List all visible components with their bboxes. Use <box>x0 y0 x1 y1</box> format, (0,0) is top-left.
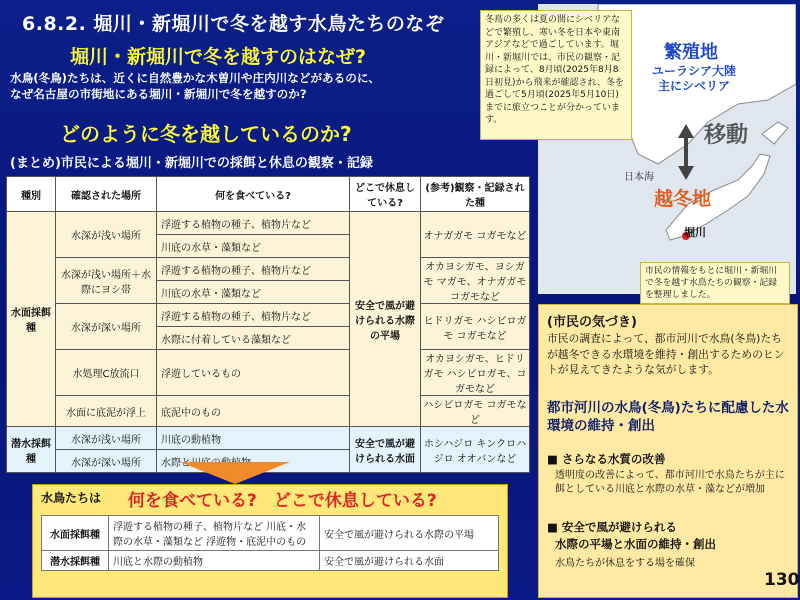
intro-text <box>10 70 480 102</box>
place-cell: 水深が深い場所 <box>56 304 157 350</box>
food-cell: 川底の動植物 <box>157 427 350 450</box>
bullet-safe-area-note: 水鳥たちが休息をする場を確保 <box>555 558 695 569</box>
sea-label: 日本海 <box>624 172 654 183</box>
breeding-sub-line: ユーラシア大陸 <box>652 64 737 78</box>
intro-line: 水鳥(冬鳥)たちは、近くに自然豊かな木曽川や庄内川などがあるのに、 <box>10 71 381 85</box>
page-title: 6.8.2. 堀川・新堀川で冬を越す水鳥たちのなぞ <box>22 13 445 35</box>
type-cell: 水面採餌種 <box>7 212 56 427</box>
table-row <box>7 258 530 281</box>
bullet-safe-area-text: 水際の平場と水面の維持・創出 <box>555 537 716 551</box>
breeding-sub <box>652 64 736 94</box>
rest-cell: 安全で風が避けられる水際の平場 <box>350 212 421 427</box>
species-cell: ハシビロガモ コガモなど <box>421 396 530 427</box>
food-cell: 底泥中のもの <box>157 396 350 427</box>
place-cell: 水面に底泥が浮上 <box>56 396 157 427</box>
food-cell: 浮遊する植物の種子、植物片など <box>157 304 350 327</box>
table-header-cell: (参考)観察・記録された種 <box>421 177 530 212</box>
food-cell: 川底と水際の動植物 <box>109 551 320 571</box>
question-why: 堀川・新堀川で冬を越すのはなぜ? <box>70 46 367 68</box>
table-header-row <box>7 177 530 212</box>
down-arrow-icon <box>180 462 290 484</box>
table-row <box>42 551 499 571</box>
place-cell: 水処理C放流口 <box>56 350 157 396</box>
insight-heading: 都市河川の水鳥(冬鳥)たちに配慮した水環境の維持・創出 <box>547 400 789 434</box>
rest-cell: 安全で風が避けられる水面 <box>350 427 421 473</box>
place-cell: 水深が浅い場所＋水際にヨシ帯 <box>56 258 157 304</box>
breeding-label: 繁殖地 <box>664 42 718 63</box>
food-cell: 水際に付着している藻類など <box>157 327 350 350</box>
citizen-insight-box <box>538 304 798 598</box>
intro-line: なぜ名古屋の市街地にある堀川・新堀川で冬を越すのか? <box>10 87 307 101</box>
species-cell: ホシハジロ キンクロハジロ オオバンなど <box>421 427 530 473</box>
map-note: 冬鳥の多くは夏の間にシベリアなどで繁殖し、寒い冬を日本や東南アジアなどで過ごしています。堀川・新堀川では、市民の観察・記録によって、8月頃(2025年8月8日初見)から飛来が確認され、冬を過ごして5月頃(2025年5月10日)までに旅立つことが分かっています。 <box>480 10 632 140</box>
table-header-cell: 確認された場所 <box>56 177 157 212</box>
type-cell: 潜水採餌種 <box>7 427 56 473</box>
food-cell: 水際と川底の動植物 <box>157 450 350 473</box>
observation-table <box>6 176 530 473</box>
conclusion-question: 何を食べている? どこで休息している? <box>128 491 437 511</box>
table-row <box>7 350 530 396</box>
species-cell: オナガガモ コガモなど <box>421 212 530 258</box>
breeding-sub-line: 主にシベリア <box>658 79 731 93</box>
insight-text: 市民の調査によって、都市河川で水鳥(冬鳥)たちが越冬できる水環境を維持・創出するためのヒントが見えてきたような気がします。 <box>547 332 785 376</box>
page-number: 130 <box>764 570 800 590</box>
food-cell: 川底の水草・藻類など <box>157 235 350 258</box>
move-label: 移動 <box>704 123 749 148</box>
food-cell: 浮遊する植物の種子、植物片など 川底・水際の水草・藻類など 浮遊物・底泥中のもの <box>109 516 320 551</box>
wintering-label: 越冬地 <box>654 188 712 210</box>
rest-cell: 安全で風が避けられる水面 <box>320 551 499 571</box>
horikawa-label: 堀川 <box>684 226 706 239</box>
place-cell: 水深が深い場所 <box>56 450 157 473</box>
bullet-water-quality-text: 透明度の改善によって、都市河川で水鳥たちが主に餌としている川底と水際の水草・藻などが増加 <box>555 470 785 495</box>
food-cell: 浮遊する植物の種子、植物片など <box>157 258 350 281</box>
table-row <box>7 396 530 427</box>
bullet-safe-area: ■ 安全で風が避けられる <box>547 520 677 534</box>
species-cell: ヒドリガモ ハシビロガモ コガモなど <box>421 304 530 350</box>
species-cell: オカヨシガモ、ヨシガモ マガモ、オナガガモ コガモなど <box>421 258 530 304</box>
place-cell: 水深が浅い場所 <box>56 427 157 450</box>
species-cell: オカヨシガモ、ヒドリガモ ハシビロガモ、コガモなど <box>421 350 530 396</box>
table-header-cell: 何を食べている? <box>157 177 350 212</box>
insight-head: (市民の気づき) <box>547 315 637 330</box>
summary-heading: (まとめ)市民による堀川・新堀川での採餌と休息の観察・記録 <box>10 156 373 171</box>
place-cell: 水深が浅い場所 <box>56 212 157 258</box>
table-row <box>7 427 530 450</box>
table-row <box>7 304 530 327</box>
table-row <box>7 212 530 235</box>
table-header-cell: 種別 <box>7 177 56 212</box>
food-cell: 浮遊する植物の種子、植物片など <box>157 212 350 235</box>
conclusion-box <box>32 484 508 598</box>
conclusion-head: 水鳥たちは <box>41 491 102 505</box>
question-how: どのように冬を越しているのか? <box>60 122 352 146</box>
food-cell: 川底の水草・藻類など <box>157 281 350 304</box>
type-cell: 潜水採餌種 <box>42 551 109 571</box>
bullet-water-quality: ■ さらなる水質の改善 <box>547 452 666 466</box>
rest-cell: 安全で風が避けられる水際の平場 <box>320 516 499 551</box>
conclusion-table <box>41 515 499 571</box>
table-header-cell: どこで休息している? <box>350 177 421 212</box>
food-cell: 浮遊しているもの <box>157 350 350 396</box>
map-caption: 市民の情報をもとに堀川・新堀川で冬を越す水鳥たちの観察・記録を整理しました。 <box>640 262 790 304</box>
type-cell: 水面採餌種 <box>42 516 109 551</box>
table-row <box>42 516 499 551</box>
